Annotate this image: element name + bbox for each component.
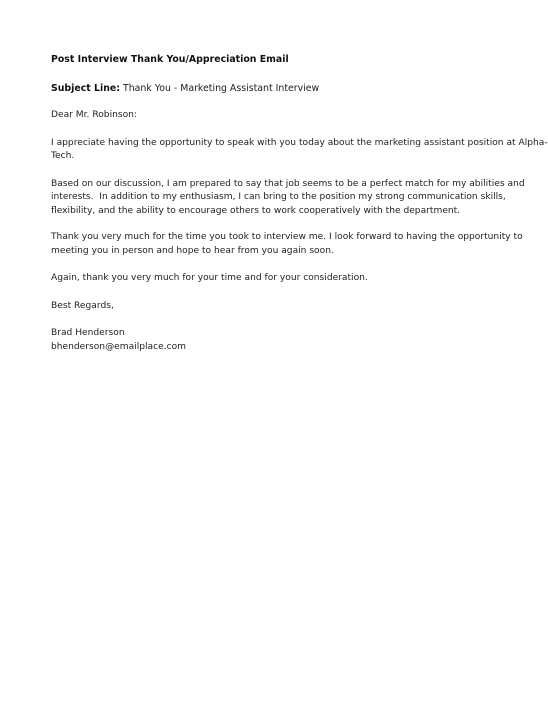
- paragraph-line: flexibility, and the ability to encourage others to work cooperatively with the department.: [51, 205, 461, 216]
- paragraph-line: Based on our discussion, I am prepared to say that job seems to be a perfect match for my abilities and: [51, 178, 525, 189]
- body-paragraph-1: [51, 137, 548, 164]
- email-document: [51, 53, 548, 354]
- body-paragraph-3: [51, 231, 523, 258]
- body-paragraph-4: [51, 272, 501, 286]
- subject-label: Subject Line:: [51, 83, 120, 94]
- signature-block: [51, 327, 501, 354]
- signature-email: bhenderson@emailplace.com: [51, 341, 187, 352]
- paragraph-line: interests. In addition to my enthusiasm, I can bring to the position my strong communication skills,: [51, 192, 506, 202]
- subject-value: Thank You - Marketing Assistant Interview: [122, 83, 320, 94]
- salutation: Dear Mr. Robinson:: [51, 110, 137, 120]
- subject-line: [51, 82, 501, 95]
- paragraph-line: meeting you in person and hope to hear from you again soon.: [51, 245, 334, 256]
- paragraph-line: Thank you very much for the time you took to interview me. I look forward to having the opportunity to: [51, 232, 523, 242]
- paragraph-line: Again, thank you very much for your time and for your consideration.: [51, 273, 368, 283]
- signature-name: Brad Henderson: [51, 328, 125, 338]
- paragraph-line: I appreciate having the opportunity to speak with you today about the marketing assistant position at Alpha-: [51, 137, 548, 148]
- closing: Best Regards,: [51, 300, 114, 311]
- body-paragraph-2: [51, 178, 525, 219]
- paragraph-line: Tech.: [51, 151, 75, 161]
- document-title: Post Interview Thank You/Appreciation Email: [51, 54, 289, 65]
